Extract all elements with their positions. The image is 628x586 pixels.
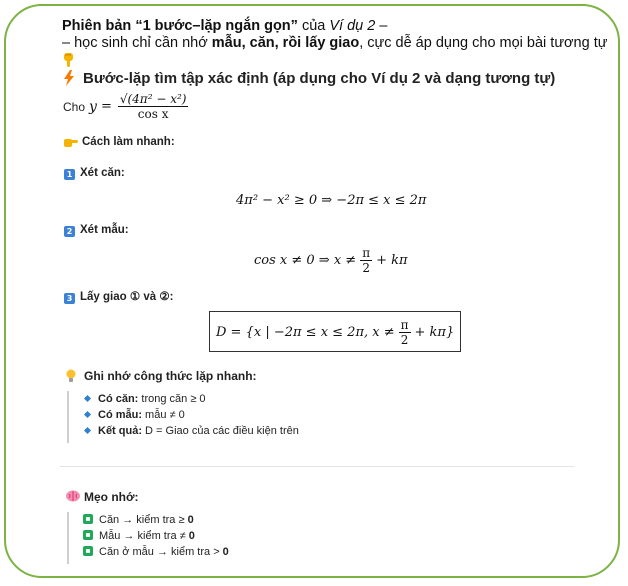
step-2-frac-den: 2 xyxy=(362,261,370,275)
check-icon xyxy=(83,514,93,524)
header-title-mid: của xyxy=(297,18,330,34)
step-2-formula-post: + kπ xyxy=(376,253,408,268)
step-2-label xyxy=(64,224,129,237)
step-2-fraction xyxy=(360,246,372,275)
diamond-bullet-icon xyxy=(84,395,91,402)
header-title-italic: Ví dụ 2 xyxy=(329,18,376,34)
light-bulb-icon xyxy=(66,369,76,383)
section-divider xyxy=(60,466,574,467)
y-variable: y xyxy=(89,98,97,115)
memo-item-bold: Có mẫu: xyxy=(98,409,142,421)
brain-icon xyxy=(66,490,80,502)
step-3-label xyxy=(64,289,173,304)
step-3-frac-den: 2 xyxy=(400,333,409,347)
list-item xyxy=(69,528,319,544)
header-line2-post: , cực dễ áp dụng cho mọi bài tương tự xyxy=(359,35,608,51)
memo-item-text: D = Giao của các điều kiện trên xyxy=(142,425,299,437)
tip-item-text: Mẫu → kiểm tra ≠ xyxy=(99,530,189,542)
step-2-frac-num: π xyxy=(362,246,371,260)
pointing-right-icon xyxy=(64,136,78,148)
function-numerator: √(4π² − x²) xyxy=(119,92,187,106)
header-title-bold: Phiên bản “1 bước–lặp ngắn gọn” xyxy=(62,18,298,34)
list-item xyxy=(69,407,319,423)
header-line-1 xyxy=(62,18,387,35)
step-3-formula-pre: D = {x | −2π ≤ x ≤ 2π, x ≠ xyxy=(216,325,395,340)
lightning-icon xyxy=(63,70,75,86)
tip-list xyxy=(67,512,319,564)
memo-item-bold: Kết quả: xyxy=(98,425,142,437)
quick-method-label: Cách làm nhanh: xyxy=(82,136,175,148)
tip-item-bold: 0 xyxy=(187,514,194,526)
step-1-label xyxy=(64,167,125,180)
check-icon xyxy=(83,546,93,556)
step-3-badge: 3 xyxy=(64,293,75,304)
list-item xyxy=(69,544,319,560)
diamond-bullet-icon xyxy=(84,427,91,434)
step-1-formula: 4π² − x² ≥ 0 ⇒ −2π ≤ x ≤ 2π xyxy=(236,193,427,208)
step-3-frac-num: π xyxy=(400,318,409,332)
step-1-text: Xét căn: xyxy=(80,167,125,179)
memo-title: Ghi nhớ công thức lặp nhanh: xyxy=(84,369,257,383)
memo-list xyxy=(67,391,319,443)
memo-item-text: trong căn ≥ 0 xyxy=(138,393,206,405)
tip-title: Mẹo nhớ: xyxy=(84,490,139,504)
memo-item-text: mẫu ≠ 0 xyxy=(142,409,185,421)
list-item xyxy=(69,512,319,528)
function-fraction xyxy=(118,92,189,121)
header-line-2 xyxy=(62,35,607,52)
equals-sign: = xyxy=(100,99,112,114)
memo-item-bold: Có căn: xyxy=(98,393,139,405)
step-2-badge: 2 xyxy=(64,226,75,237)
header-title-end: – xyxy=(375,18,388,34)
step-3-text: Lấy giao ① và ②: xyxy=(80,291,174,303)
diamond-bullet-icon xyxy=(84,411,91,418)
step-1-badge: 1 xyxy=(64,169,75,180)
step-2-formula-pre: cos x ≠ 0 ⇒ x ≠ xyxy=(254,253,357,268)
step-3-formula-post: + kπ} xyxy=(414,325,455,340)
tip-item-bold: 0 xyxy=(222,546,229,558)
given-function xyxy=(63,92,190,121)
step-3-fraction xyxy=(399,318,411,347)
list-item xyxy=(69,391,319,407)
header-line2-pre: – học sinh chỉ cần nhớ xyxy=(62,35,212,51)
section-title: Bước-lặp tìm tập xác định (áp dụng cho Ví dụ 2 và dạng tương tự) xyxy=(83,70,556,87)
check-icon xyxy=(83,530,93,540)
header-line2-bold: mẫu, căn, rồi lấy giao xyxy=(211,35,360,51)
list-item xyxy=(69,423,319,439)
given-prefix: Cho xyxy=(63,99,86,114)
step-2-text: Xét mẫu: xyxy=(80,224,129,236)
tip-item-bold: 0 xyxy=(188,530,195,542)
step-3-formula-box xyxy=(209,311,461,352)
tip-item-text: Căn → kiểm tra ≥ xyxy=(99,514,188,526)
pointing-down-icon xyxy=(62,52,76,68)
tip-item-text: Căn ở mẫu → kiểm tra > xyxy=(99,546,223,558)
function-denominator: cos x xyxy=(137,107,169,121)
step-2-formula xyxy=(254,246,408,275)
